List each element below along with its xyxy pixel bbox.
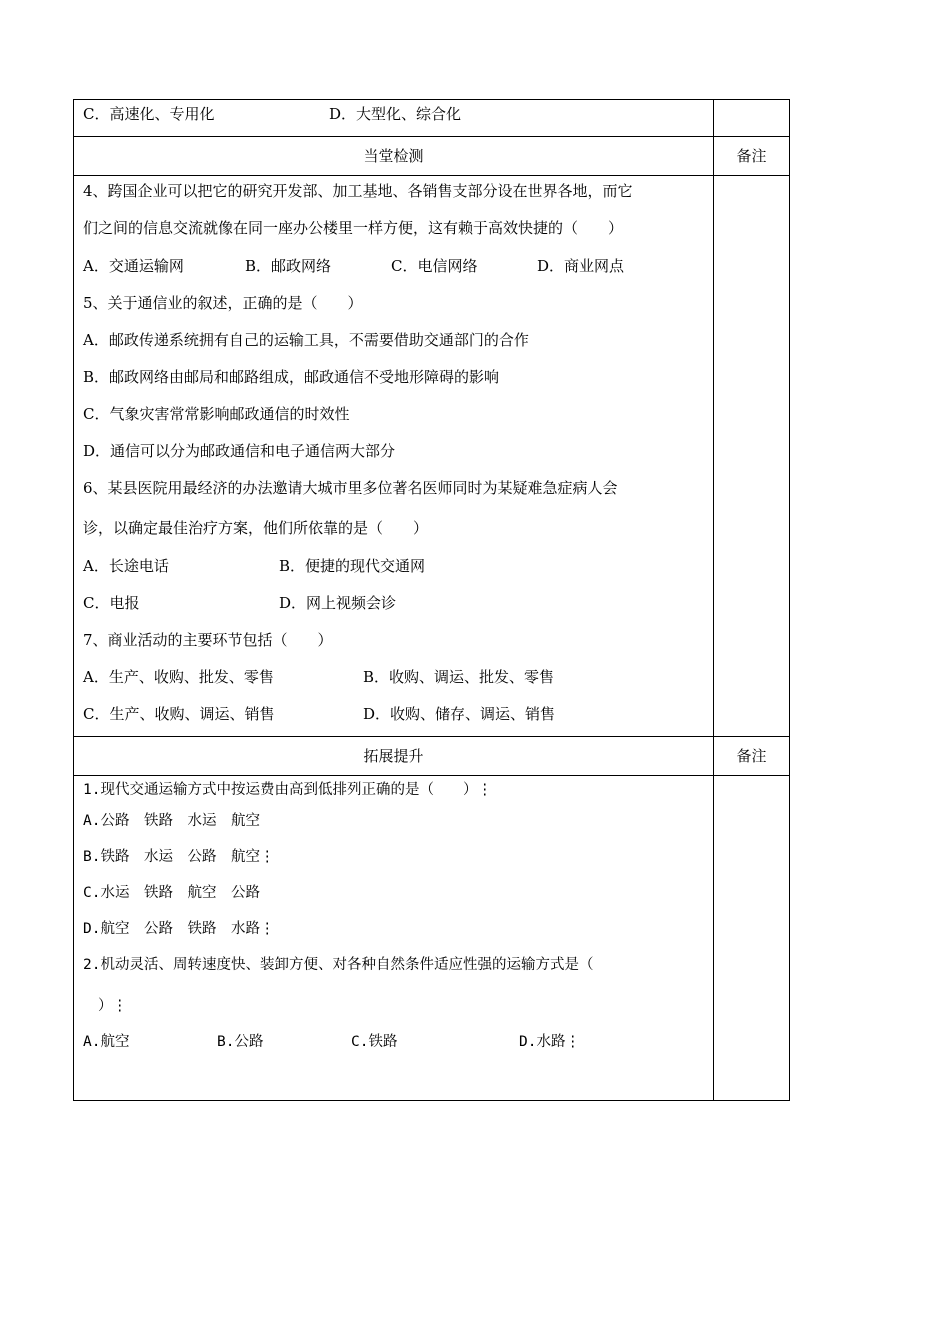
ext-q1-option-d: D.航空 公路 铁路 水路⋮	[83, 921, 275, 937]
section3-content	[74, 776, 714, 1101]
section3-note-label: 备注	[713, 737, 789, 776]
section3-header	[74, 737, 790, 776]
worksheet-table	[73, 99, 790, 1101]
top-options-cell	[74, 100, 714, 137]
q6-options-row2	[74, 588, 713, 625]
section2-body	[74, 176, 790, 737]
q6-option-a: A．长途电话	[83, 557, 169, 575]
section2-note-label: 备注	[713, 137, 789, 176]
ext-q2-option-d: D.水路⋮	[519, 1034, 580, 1050]
q4-option-c: C．电信网络	[391, 257, 478, 275]
q6-option-c: C．电报	[83, 594, 140, 612]
ext-q2-option-a: A.航空	[83, 1034, 130, 1050]
q4-option-b: B．邮政网络	[245, 257, 332, 275]
section2-content	[74, 176, 714, 737]
ext-q1-option-b: B.铁路 水运 公路 航空⋮	[83, 849, 275, 865]
q5-option-b: B．邮政网络由邮局和邮路组成，邮政通信不受地形障碍的影响	[83, 368, 500, 386]
q6-line2: 诊，以确定最佳治疗方案，他们所依靠的是（ ）	[83, 519, 429, 537]
q4-line1: 4、跨国企业可以把它的研究开发部、加工基地、各销售支部分设在世界各地，而它	[83, 182, 633, 200]
q4-line2: 们之间的信息交流就像在同一座办公楼里一样方便，这有赖于高效快捷的（ ）	[83, 219, 624, 237]
ext-q2-line2: ）⋮	[98, 998, 127, 1014]
q6-option-b: B．便捷的现代交通网	[279, 557, 426, 575]
q7-options-row1	[74, 662, 713, 699]
ext-q1-option-a: A.公路 铁路 水运 航空	[83, 813, 260, 829]
top-row	[74, 100, 790, 137]
ext-q2-option-b: B.公路	[217, 1034, 264, 1050]
q4-option-d: D．商业网点	[537, 257, 625, 275]
q4-option-a: A．交通运输网	[83, 257, 184, 275]
section3-body	[74, 776, 790, 1101]
q5-option-d: D．通信可以分为邮政通信和电子通信两大部分	[83, 442, 396, 460]
ext-q1-option-c: C.水运 铁路 航空 公路	[83, 885, 260, 901]
q6-option-d: D．网上视频会诊	[279, 594, 397, 612]
ext-q2-line1: 2.机动灵活、周转速度快、装卸方便、对各种自然条件适应性强的运输方式是（	[83, 957, 594, 973]
q7-option-a: A．生产、收购、批发、零售	[83, 668, 274, 686]
q6-line1: 6、某县医院用最经济的办法邀请大城市里多位著名医师同时为某疑难急症病人会	[83, 479, 618, 497]
q7-options-row2	[74, 699, 713, 736]
section2-header	[74, 137, 790, 176]
ext-q2-options	[74, 1027, 713, 1063]
top-note-cell	[713, 100, 789, 137]
section3-title: 拓展提升	[74, 737, 714, 776]
q5-option-c: C．气象灾害常常影响邮政通信的时效性	[83, 405, 350, 423]
ext-q2-option-c: C.铁路	[351, 1034, 398, 1050]
section2-note-cell	[713, 176, 789, 737]
section2-title: 当堂检测	[74, 137, 714, 176]
section3-note-cell	[713, 776, 789, 1101]
q7-stem: 7、商业活动的主要环节包括（ ）	[83, 631, 333, 649]
top-option-d: D．大型化、综合化	[329, 105, 462, 123]
q7-option-c: C．生产、收购、调运、销售	[83, 705, 275, 723]
q4-options	[74, 251, 713, 288]
top-option-c: C．高速化、专用化	[83, 105, 215, 123]
q7-option-b: B．收购、调运、批发、零售	[363, 668, 555, 686]
q6-options-row1	[74, 551, 713, 588]
ext-q1-stem: 1.现代交通运输方式中按运费由高到低排列正确的是（ ）⋮	[83, 782, 492, 798]
q5-stem: 5、关于通信业的叙述，正确的是（ ）	[83, 294, 363, 312]
q5-option-a: A．邮政传递系统拥有自己的运输工具，不需要借助交通部门的合作	[83, 331, 529, 349]
q7-option-d: D．收购、储存、调运、销售	[363, 705, 556, 723]
